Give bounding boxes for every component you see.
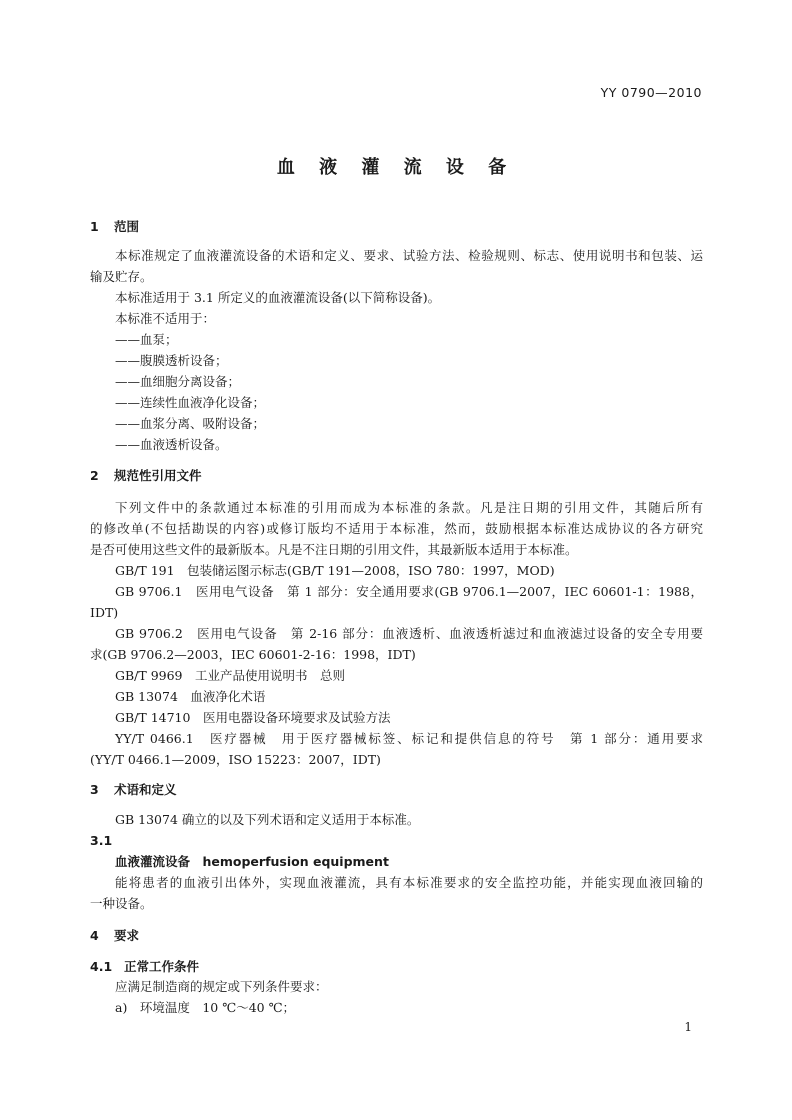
paragraph-line: 应满足制造商的规定或下列条件要求：: [115, 979, 328, 994]
page-number: 1: [684, 1020, 692, 1034]
paragraph-line: GB 13074 确立的以及下列术语和定义适用于本标准。: [115, 812, 420, 827]
reference-item: GB 9706.1 医用电气设备 第 1 部分：安全通用要求(GB 9706.1—2007，IEC 60601-1：1988，: [115, 584, 703, 599]
list-item: ——连续性血液净化设备；: [115, 395, 266, 410]
section-number: 2: [90, 468, 99, 483]
document-title: 血 液 灌 流 设 备: [276, 157, 516, 178]
paragraph-line: 是否可使用这些文件的最新版本。凡是不注日期的引用文件，其最新版本适用于本标准。: [90, 542, 578, 557]
section-title: 规范性引用文件: [114, 468, 202, 483]
list-item: a) 环境温度 10 ℃～40 ℃；: [115, 1000, 296, 1015]
subsection-4-1-heading: [90, 959, 199, 975]
reference-item: GB/T 14710 医用电器设备环境要求及试验方法: [115, 710, 391, 725]
list-item: ——血浆分离、吸附设备；: [115, 416, 266, 431]
section-title: 范围: [114, 219, 140, 234]
section-4-heading: [90, 928, 139, 944]
paragraph-line: 下列文件中的条款通过本标准的引用而成为本标准的条款。凡是注日期的引用文件，其随后所有: [115, 500, 703, 515]
paragraph-line: 本标准不适用于：: [115, 311, 216, 326]
reference-item: GB/T 9969 工业产品使用说明书 总则: [115, 668, 346, 683]
section-number: 1: [90, 219, 99, 234]
subsection-number: 4.1: [90, 959, 113, 974]
standard-number: YY 0790—2010: [600, 85, 702, 100]
section-3-heading: [90, 782, 177, 798]
paragraph-line: 本标准适用于 3.1 所定义的血液灌流设备(以下简称设备)。: [115, 290, 441, 305]
list-item: ——血泵；: [115, 332, 178, 347]
list-item: ——腹膜透析设备；: [115, 353, 228, 368]
section-1-heading: [90, 219, 139, 235]
paragraph-line: 本标准规定了血液灌流设备的术语和定义、要求、试验方法、检验规则、标志、使用说明书和包装、运: [115, 248, 703, 263]
paragraph-line: 输及贮存。: [90, 269, 153, 284]
section-number: 4: [90, 928, 99, 943]
reference-item: GB/T 191 包装储运图示标志(GB/T 191—2008，ISO 780：1997，MOD): [115, 563, 555, 578]
reference-item: IDT): [90, 605, 119, 620]
reference-item: GB 13074 血液净化术语: [115, 689, 266, 704]
term-definition: 一种设备。: [90, 896, 153, 911]
subsection-title: 正常工作条件: [124, 959, 200, 974]
paragraph-line: 的修改单(不包括勘误的内容)或修订版均不适用于本标准，然而，鼓励根据本标准达成协议的各方研究: [90, 521, 703, 536]
subsection-number: 3.1: [90, 833, 113, 848]
list-item: ——血细胞分离设备；: [115, 374, 241, 389]
reference-item: 求(GB 9706.2—2003，IEC 60601-2-16：1998，IDT): [90, 647, 416, 662]
term-definition: 能将患者的血液引出体外，实现血液灌流，具有本标准要求的安全监控功能，并能实现血液回输的: [115, 875, 703, 890]
reference-item: (YY/T 0466.1—2009，ISO 15223：2007，IDT): [90, 752, 381, 767]
term-entry: 血液灌流设备 hemoperfusion equipment: [115, 854, 389, 869]
section-2-heading: [90, 468, 202, 484]
reference-item: GB 9706.2 医用电气设备 第 2-16 部分：血液透析、血液透析滤过和血液滤过设备的安全专用要: [115, 626, 703, 641]
section-title: 术语和定义: [114, 782, 177, 797]
section-title: 要求: [114, 928, 140, 943]
reference-item: YY/T 0466.1 医疗器械 用于医疗器械标签、标记和提供信息的符号 第 1 部分：通用要求: [115, 731, 703, 746]
list-item: ——血液透析设备。: [115, 437, 228, 452]
section-number: 3: [90, 782, 99, 797]
